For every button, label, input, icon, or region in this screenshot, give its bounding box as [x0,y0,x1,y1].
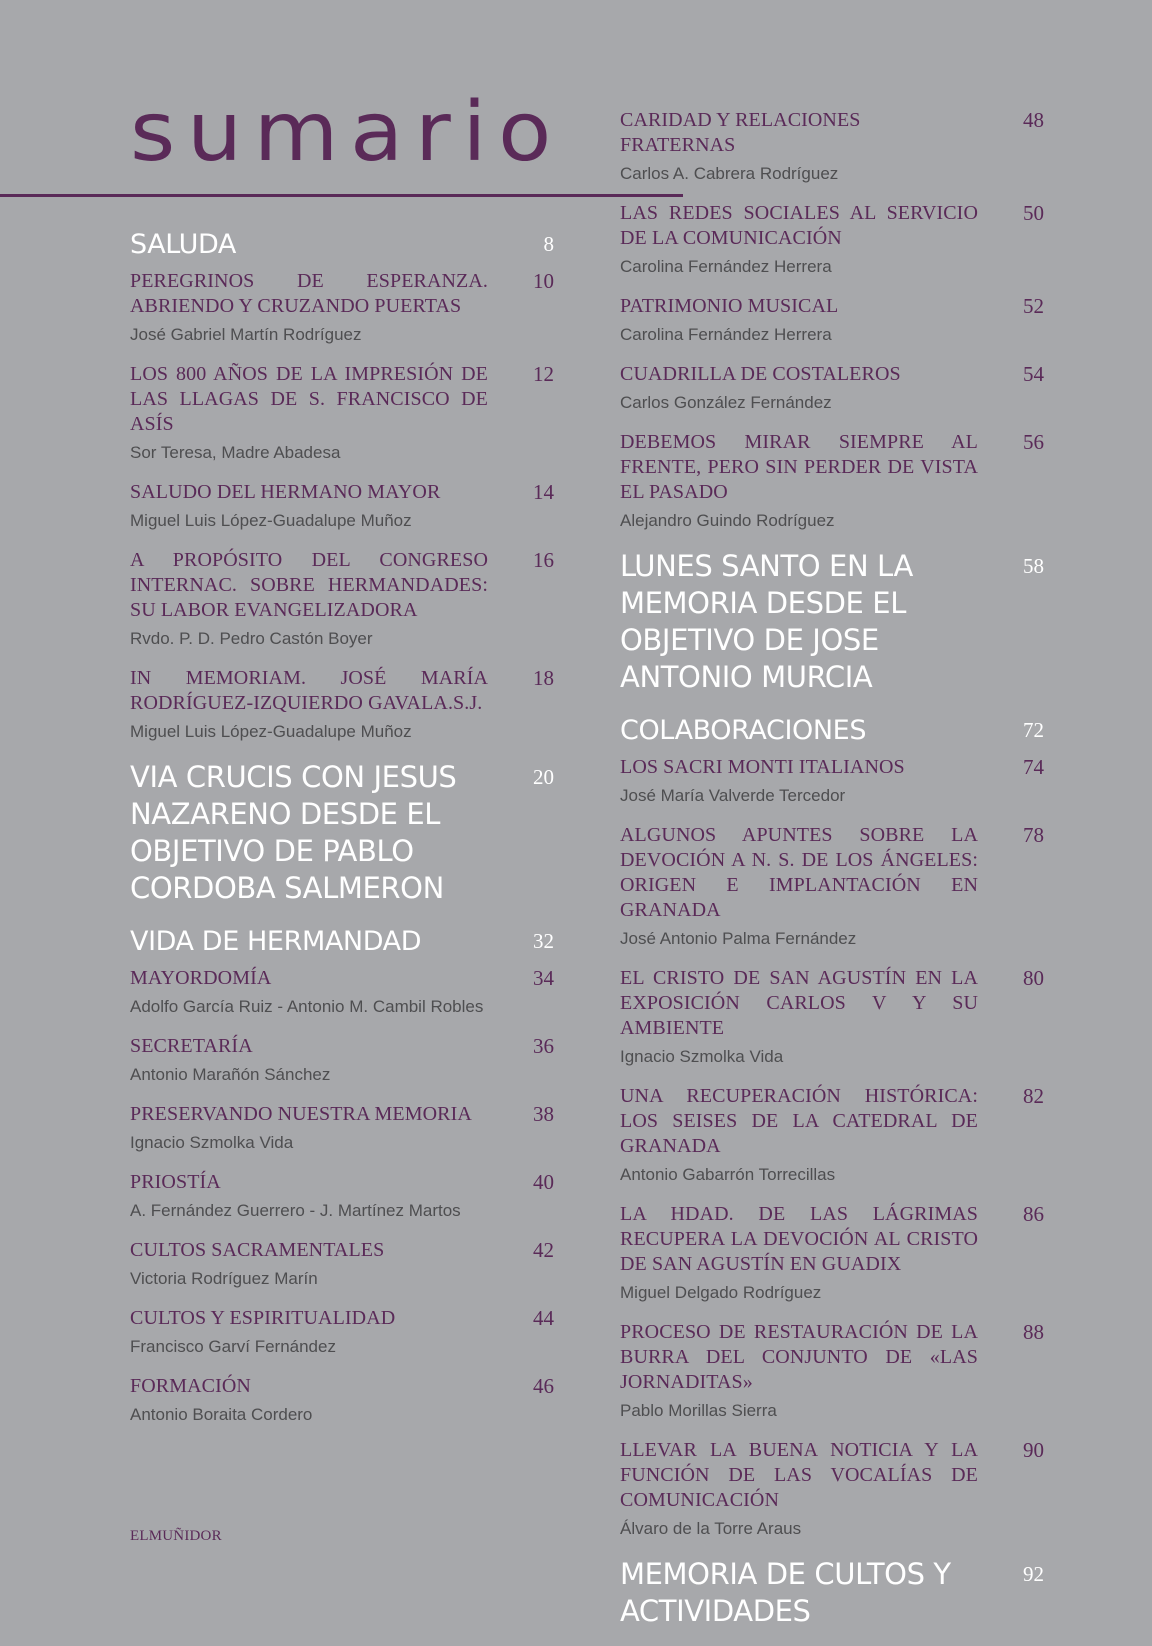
page-number: 16 [533,548,554,572]
entry-author: Sor Teresa, Madre Abadesa [130,443,341,462]
toc-entry [130,1170,554,1222]
page-number: 82 [1023,1084,1044,1108]
toc-section-heading [620,1556,1044,1630]
entry-author: Victoria Rodríguez Marín [130,1269,318,1288]
page-number: 74 [1023,755,1044,779]
entry-author: José Gabriel Martín Rodríguez [130,325,362,344]
toc-entry [620,430,1044,532]
toc-section-heading [130,923,554,960]
entry-author: Antonio Marañón Sánchez [130,1065,331,1084]
entry-author: Carolina Fernández Herrera [620,257,832,276]
entry-author: Antonio Boraita Cordero [130,1405,313,1424]
entry-title: LOS 800 AÑOS DE LA IMPRESIÓN DE LAS LLAGAS DE S. FRANCISCO DE ASÍS [130,363,488,435]
entry-title: CULTOS SACRAMENTALES [130,1239,385,1261]
entry-author: A. Fernández Guerrero - J. Martínez Martos [130,1201,461,1220]
page-number: 52 [1023,294,1044,318]
page-number: 56 [1023,430,1044,454]
page-number: 86 [1023,1202,1044,1226]
entry-title: PROCESO DE RESTAURACIÓN DE LA BURRA DEL CONJUNTO DE «LAS JORNADITAS» [620,1321,978,1393]
toc-entry [130,1238,554,1290]
entry-author: Carlos A. Cabrera Rodríguez [620,164,839,183]
toc-entry [130,966,554,1018]
section-title: MEMORIA DE CULTOS Y ACTIVIDADES [620,1557,951,1628]
page-number: 12 [533,362,554,386]
toc-entry [620,108,1044,185]
toc-entry [620,1438,1044,1540]
toc-entry [130,666,554,743]
entry-author: Miguel Luis López-Guadalupe Muñoz [130,511,412,530]
page-number: 14 [533,480,554,504]
toc-entry [130,548,554,650]
entry-title: LAS REDES SOCIALES AL SERVICIO DE LA COMUNICACIÓN [620,202,978,249]
title-underline [0,194,683,197]
toc-entry [620,823,1044,950]
entry-author: Carolina Fernández Herrera [620,325,832,344]
entry-title: CARIDAD Y RELACIONES FRATERNAS [620,109,861,156]
entry-title: PRESERVANDO NUESTRA MEMORIA [130,1103,472,1125]
page-number: 34 [533,966,554,990]
entry-author: Adolfo García Ruiz - Antonio M. Cambil Robles [130,997,484,1016]
page-number: 46 [533,1374,554,1398]
toc-entry [130,1102,554,1154]
toc-section-heading [130,226,554,263]
entry-title: PEREGRINOS DE ESPERANZA. ABRIENDO Y CRUZANDO PUERTAS [130,270,488,317]
entry-title: IN MEMORIAM. JOSÉ MARÍA RODRÍGUEZ-IZQUIERDO GAVALA.S.J. [130,667,488,714]
toc-section-heading [620,712,1044,749]
entry-title: SECRETARÍA [130,1035,253,1057]
toc-list-left [130,222,554,1442]
toc-entry [620,362,1044,414]
entry-author: Miguel Luis López-Guadalupe Muñoz [130,722,412,741]
entry-author: Álvaro de la Torre Araus [620,1519,802,1538]
entry-author: José Antonio Palma Fernández [620,929,857,948]
page-number: 72 [1023,718,1044,742]
entry-title: LOS SACRI MONTI ITALIANOS [620,756,905,778]
entry-author: Miguel Delgado Rodríguez [620,1283,822,1302]
entry-title: EL CRISTO DE SAN AGUSTÍN EN LA EXPOSICIÓN CARLOS V Y SU AMBIENTE [620,967,978,1039]
toc-entry [620,294,1044,346]
toc-entry [130,1306,554,1358]
section-title: SALUDA [130,229,236,260]
entry-title: ALGUNOS APUNTES SOBRE LA DEVOCIÓN A N. S. DE LOS ÁNGELES: ORIGEN E IMPLANTACIÓN EN GRANADA [620,824,978,921]
entry-title: SALUDO DEL HERMANO MAYOR [130,481,441,503]
magazine-name: ELMUÑIDOR [130,1528,222,1544]
page-number: 80 [1023,966,1044,990]
section-title: LUNES SANTO EN LA MEMORIA DESDE EL OBJETIVO DE JOSE ANTONIO MURCIA [620,549,913,694]
page-number: 40 [533,1170,554,1194]
entry-title: LLEVAR LA BUENA NOTICIA Y LA FUNCIÓN DE LAS VOCALÍAS DE COMUNICACIÓN [620,1439,978,1511]
page-number: 8 [543,232,554,256]
toc-entry [130,269,554,346]
toc-entry [620,1320,1044,1422]
page-number: 42 [533,1238,554,1262]
page-number: 78 [1023,823,1044,847]
entry-title: CULTOS Y ESPIRITUALIDAD [130,1307,396,1329]
toc-entry [130,480,554,532]
toc-list-right [620,108,1044,1646]
toc-section-heading [130,759,554,907]
entry-author: Ignacio Szmolka Vida [130,1133,294,1152]
entry-author: Ignacio Szmolka Vida [620,1047,784,1066]
entry-title: A PROPÓSITO DEL CONGRESO INTERNAC. SOBRE HERMANDADES: SU LABOR EVANGELIZADORA [130,549,488,621]
entry-title: PATRIMONIO MUSICAL [620,295,839,317]
entry-title: LA HDAD. DE LAS LÁGRIMAS RECUPERA LA DEVOCIÓN AL CRISTO DE SAN AGUSTÍN EN GUADIX [620,1203,978,1275]
page-number: 50 [1023,201,1044,225]
page-number: 18 [533,666,554,690]
page-number: 58 [1023,554,1044,578]
toc-entry [130,1374,554,1426]
entry-author: Francisco Garví Fernández [130,1337,336,1356]
page-number: 90 [1023,1438,1044,1462]
toc-entry [130,362,554,464]
page-number: 32 [533,929,554,953]
entry-title: FORMACIÓN [130,1375,251,1397]
entry-title: UNA RECUPERACIÓN HISTÓRICA: LOS SEISES DE LA CATEDRAL DE GRANADA [620,1085,978,1157]
section-title: COLABORACIONES [620,715,867,746]
page-number: 92 [1023,1562,1044,1586]
toc-entry [620,201,1044,278]
page-number: 38 [533,1102,554,1126]
toc-entry [620,966,1044,1068]
page-number: 44 [533,1306,554,1330]
entry-title: CUADRILLA DE COSTALEROS [620,363,901,385]
toc-entry [620,755,1044,807]
page-title: sumario [130,85,563,180]
section-title: VIDA DE HERMANDAD [130,926,422,957]
entry-author: Antonio Gabarrón Torrecillas [620,1165,836,1184]
toc-entry [620,1084,1044,1186]
entry-title: DEBEMOS MIRAR SIEMPRE AL FRENTE, PERO SIN PERDER DE VISTA EL PASADO [620,431,978,503]
entry-title: PRIOSTÍA [130,1171,221,1193]
page-number: 20 [533,765,554,789]
entry-author: Rvdo. P. D. Pedro Castón Boyer [130,629,373,648]
entry-title: MAYORDOMÍA [130,967,272,989]
entry-author: José María Valverde Tercedor [620,786,846,805]
toc-entry [620,1202,1044,1304]
page-number: 48 [1023,108,1044,132]
page-number: 10 [533,269,554,293]
toc-section-heading [620,548,1044,696]
page-number: 88 [1023,1320,1044,1344]
entry-author: Carlos González Fernández [620,393,832,412]
page-number: 36 [533,1034,554,1058]
toc-entry [130,1034,554,1086]
page-number: 54 [1023,362,1044,386]
entry-author: Pablo Morillas Sierra [620,1401,777,1420]
section-title: VIA CRUCIS CON JESUS NAZARENO DESDE EL OBJETIVO DE PABLO CORDOBA SALMERON [130,760,457,905]
entry-author: Alejandro Guindo Rodríguez [620,511,835,530]
